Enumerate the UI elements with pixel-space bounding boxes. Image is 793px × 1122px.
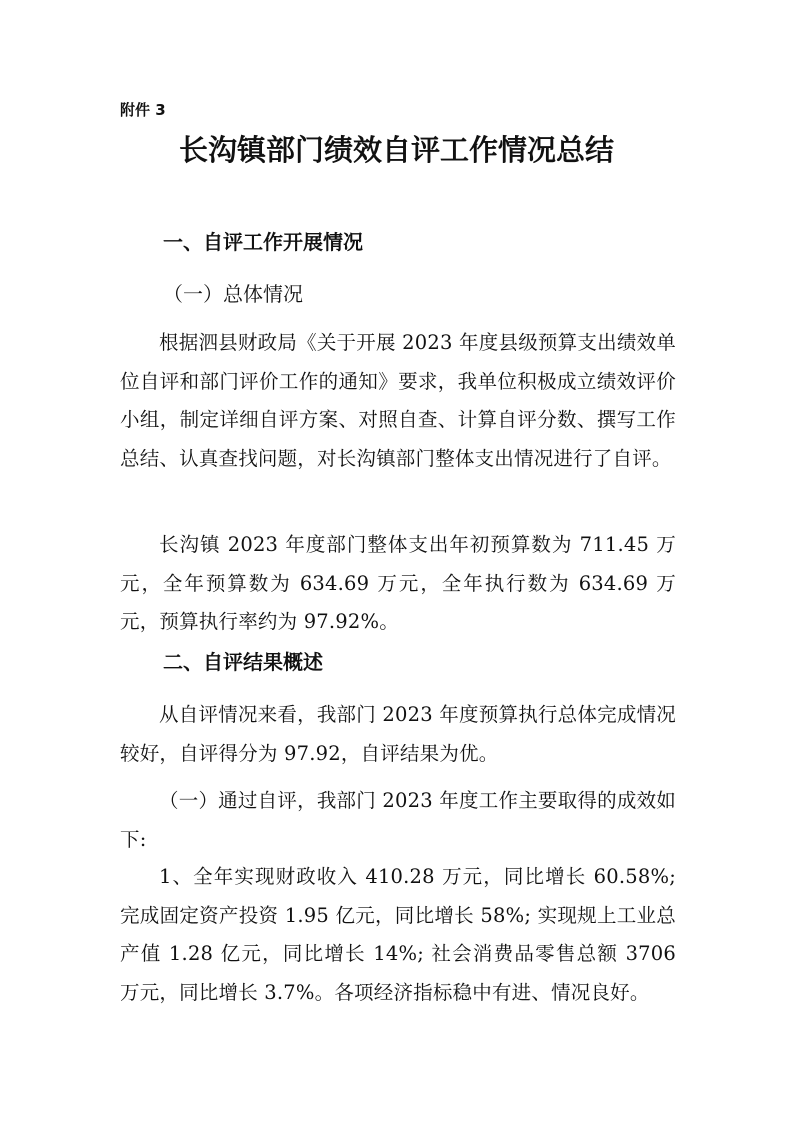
paragraph-budget: 长沟镇 2023 年度部门整体支出年初预算数为 711.45 万元，全年预算数为 634.69 万元，全年执行数为 634.69 万元，预算执行率约为 97.92%。 (120, 533, 676, 633)
paragraph-achievements-intro: （一）通过自评，我部门 2023 年度工作主要取得的成效如下: (120, 789, 676, 851)
paragraph-achievement-1: 1、全年实现财政收入 410.28 万元，同比增长 60.58%; 完成固定资产投资 1.95 亿元，同比增长 58%; 实现规上工业总产值 1.28 亿元，同比增长 14%; 社会消费品零售总额 3706 万元，同比增长 3.7%。各项经济指标稳中有进、情况良好。 (120, 865, 676, 1004)
section-1-heading: 一、自评工作开展情况 (163, 230, 363, 254)
attachment-label: 附件 3 (120, 101, 166, 119)
section-2-heading: 二、自评结果概述 (163, 650, 323, 674)
paragraph-overview: 根据泗县财政局《关于开展 2023 年度县级预算支出绩效单位自评和部门评价工作的通知》要求，我单位积极成立绩效评价小组，制定详细自评方案、对照自查、计算自评分数、撰写工作总结、认真查找问题，对长沟镇部门整体支出情况进行了自评。 (120, 331, 676, 470)
paragraph-result: 从自评情况来看，我部门 2023 年度预算执行总体完成情况较好，自评得分为 97.92，自评结果为优。 (120, 703, 676, 765)
subsection-1-heading: （一）总体情况 (163, 282, 303, 306)
document-title: 长沟镇部门绩效自评工作情况总结 (178, 133, 614, 167)
